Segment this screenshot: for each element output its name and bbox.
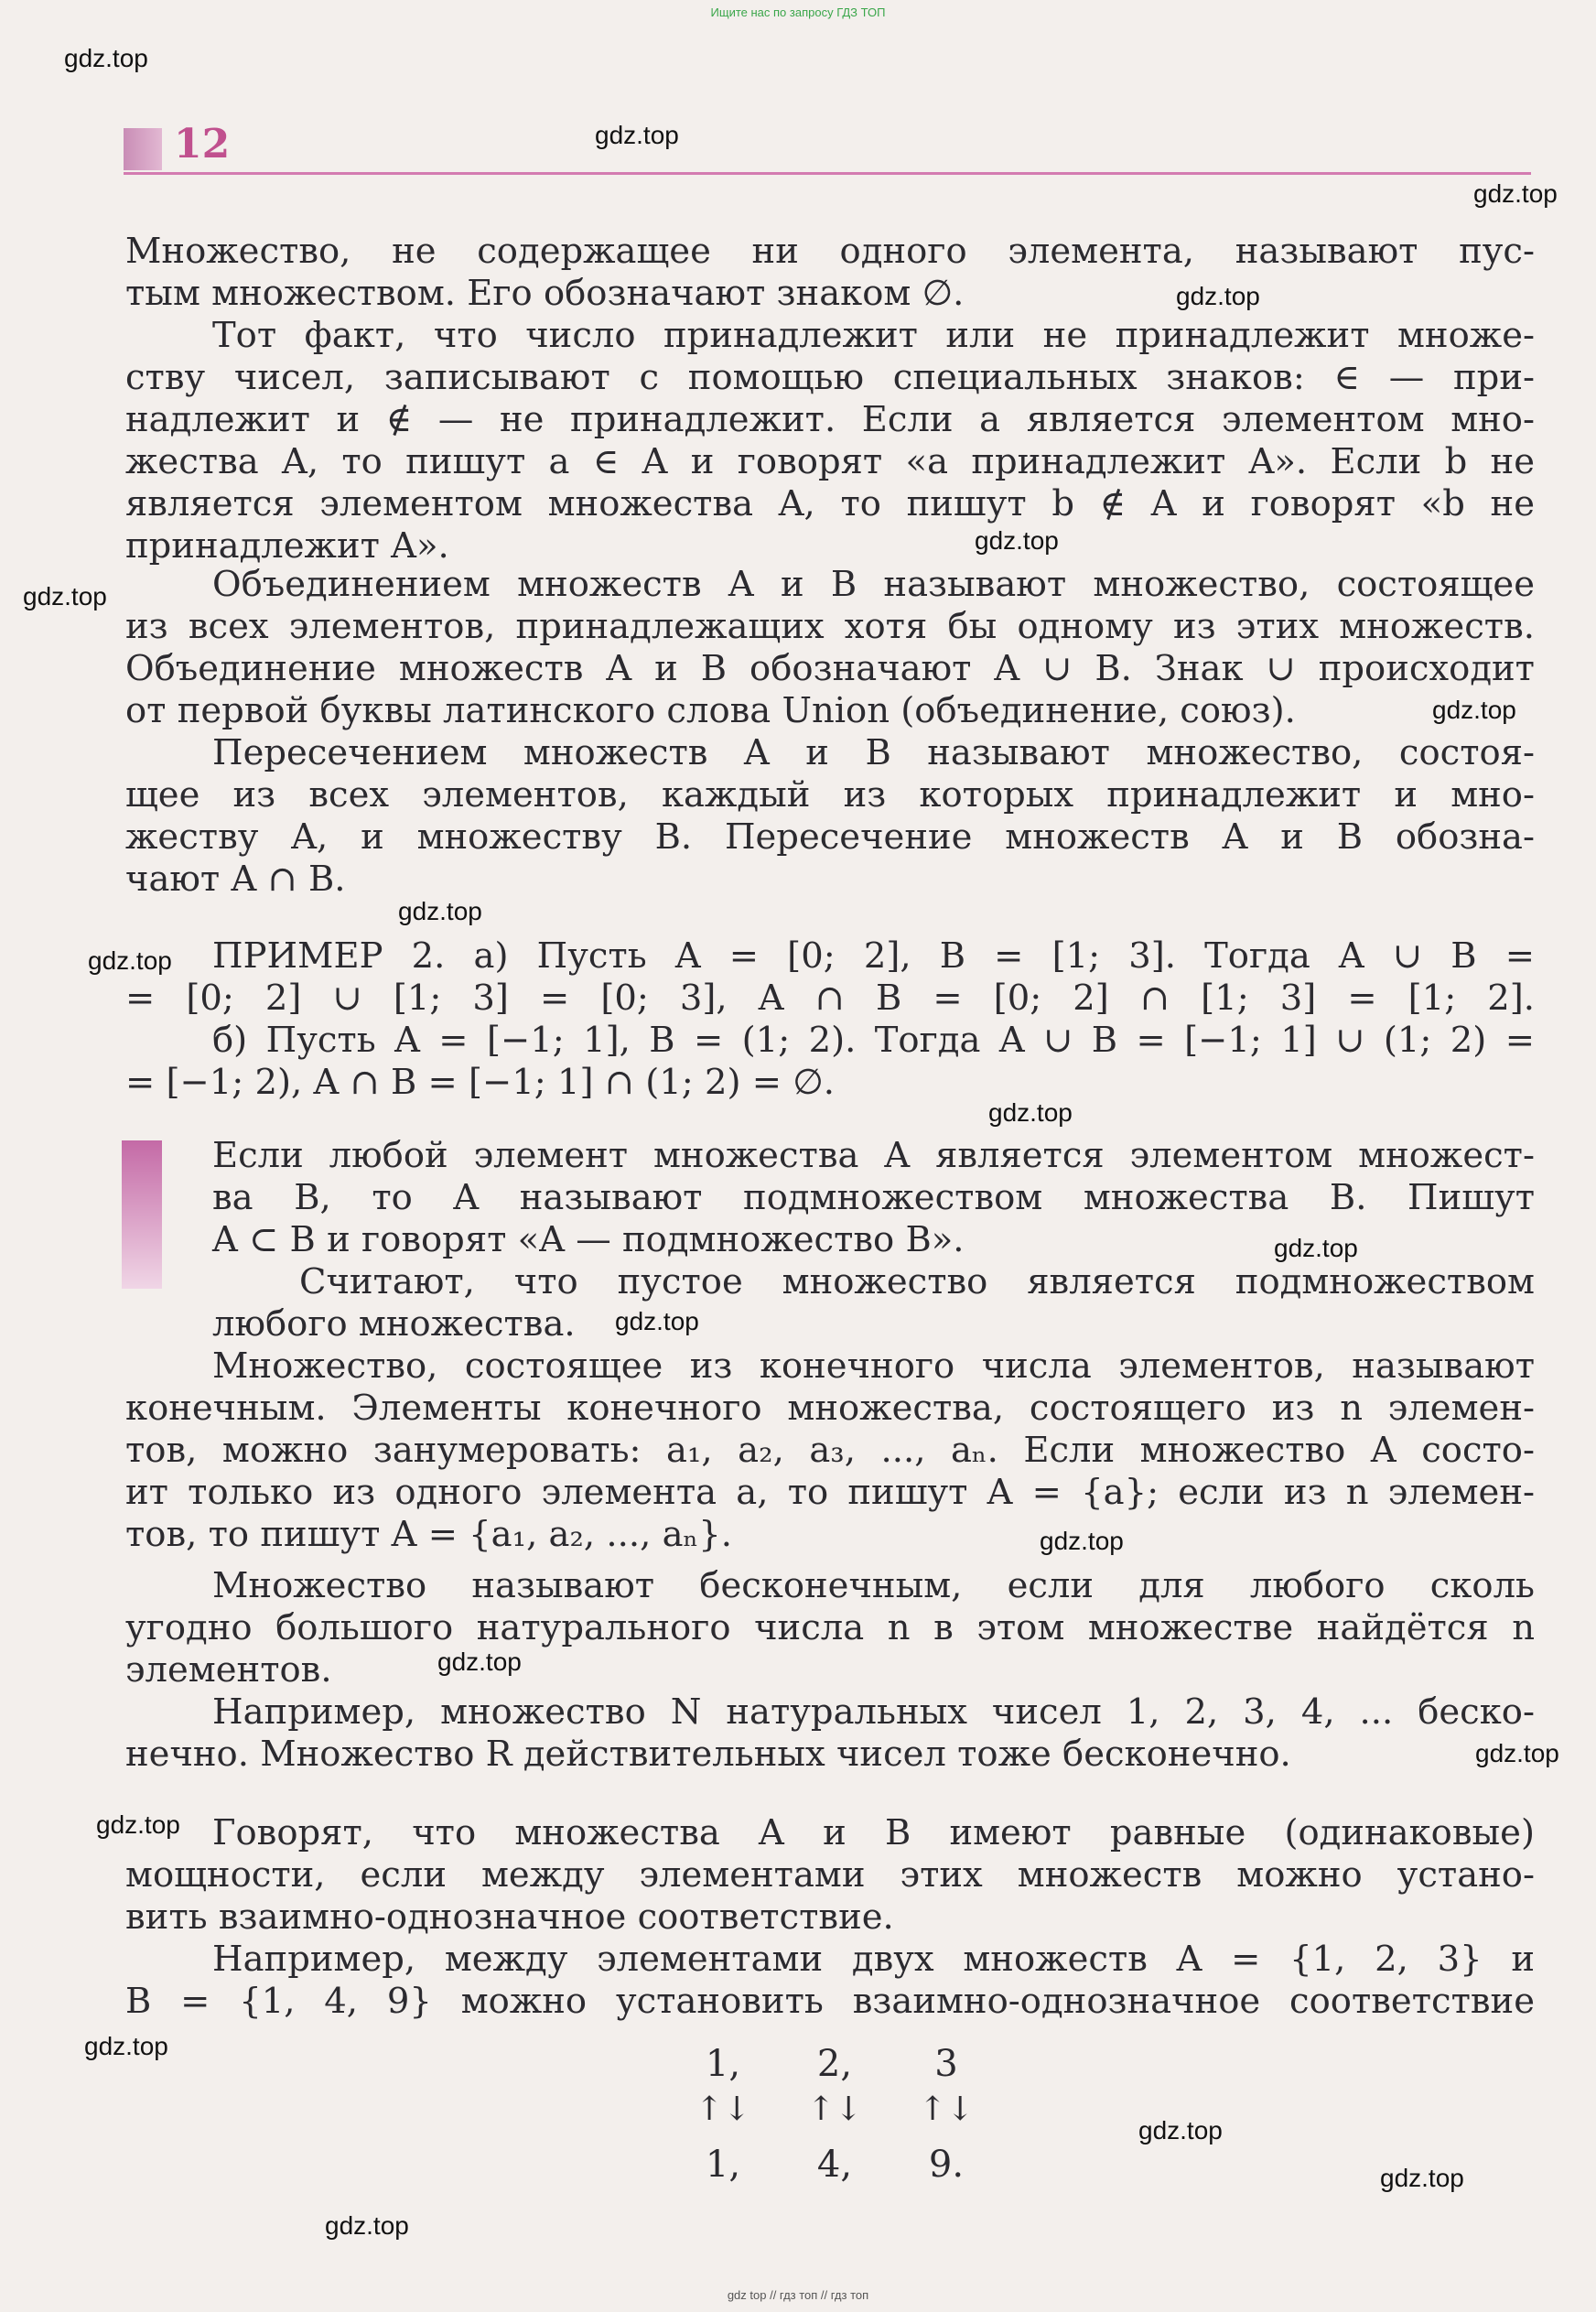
text-line: чают A ∩ B. bbox=[125, 859, 346, 900]
text-line: Множество, не содержащее ни одного элемента, называют пус- bbox=[125, 231, 1535, 272]
text-line: = [−1; 2), A ∩ B = [−1; 1] ∩ (1; 2) = ∅. bbox=[125, 1062, 836, 1103]
text-line: Пересечением множеств A и B называют множество, состоя- bbox=[212, 732, 1535, 773]
example-2 bbox=[125, 935, 1535, 1104]
text-line: тов, можно занумеровать: a₁, a₂, a₃, ..., aₙ. Если множество A состо- bbox=[125, 1430, 1535, 1471]
text-line: ству чисел, записывают с помощью специальных знаков: ∈ — при- bbox=[125, 357, 1535, 398]
corr-top: 2, bbox=[816, 2043, 853, 2085]
text-line: мощности, если между элементами этих множеств можно устано- bbox=[125, 1854, 1535, 1896]
paragraph-empty-set bbox=[125, 231, 1535, 315]
corr-bottom: 4, bbox=[816, 2144, 853, 2186]
watermark: gdz.top bbox=[1473, 179, 1558, 208]
watermark: gdz.top bbox=[1040, 1527, 1124, 1555]
watermark: gdz.top bbox=[1274, 1234, 1358, 1262]
text-line: Объединение множеств A и B обозначают A ∪ B. Знак ∪ происходит bbox=[125, 648, 1535, 689]
watermark: gdz.top bbox=[595, 121, 679, 149]
header-rule bbox=[124, 172, 1531, 175]
corr-arrow-icon: ↑↓ bbox=[919, 2091, 975, 2128]
text-line: тов, то пишут A = {a₁, a₂, ..., aₙ}. bbox=[125, 1514, 732, 1555]
watermark: gdz.top bbox=[1176, 282, 1260, 310]
watermark: gdz.top bbox=[975, 526, 1059, 555]
watermark: gdz.top bbox=[1475, 1739, 1559, 1767]
paragraph-cardinality bbox=[125, 1812, 1535, 2023]
text-line: принадлежит A». bbox=[125, 525, 449, 567]
text-line: B = {1, 4, 9} можно установить взаимно-однозначное соответствие bbox=[125, 1981, 1535, 2022]
text-line: Например, между элементами двух множеств A = {1, 2, 3} и bbox=[212, 1939, 1535, 1980]
header-color-block bbox=[124, 128, 162, 170]
text-line: ва B, то A называют подмножеством множества B. Пишут bbox=[212, 1177, 1535, 1218]
paragraph-intersection bbox=[125, 732, 1535, 901]
text-line: является элементом множества A, то пишут b ∉ A и говорят «b не bbox=[125, 483, 1535, 524]
watermark: gdz.top bbox=[325, 2211, 409, 2240]
text-line: Объединением множеств A и B называют множество, состоящее bbox=[212, 564, 1535, 605]
watermark: gdz.top bbox=[437, 1648, 522, 1676]
corr-arrow-icon: ↑↓ bbox=[696, 2091, 751, 2128]
top-note: Ищите нас по запросу ГДЗ ТОП bbox=[710, 5, 886, 19]
watermark: gdz.top bbox=[23, 582, 107, 610]
text-line: Если любой элемент множества A является элементом множест- bbox=[212, 1135, 1535, 1176]
text-line: из всех элементов, принадлежащих хотя бы одному из этих множеств. bbox=[125, 606, 1535, 647]
text-line: Множество называют бесконечным, если для любого сколь bbox=[212, 1565, 1535, 1606]
text-line: Тот факт, что число принадлежит или не принадлежит множе- bbox=[212, 315, 1535, 356]
text-line: от первой буквы латинского слова Union (объединение, союз). bbox=[125, 690, 1296, 731]
watermark: gdz.top bbox=[1432, 696, 1516, 724]
paragraph-union bbox=[125, 564, 1535, 732]
paragraph-membership bbox=[125, 315, 1535, 567]
watermark: gdz.top bbox=[988, 1098, 1073, 1127]
text-line: A ⊂ B и говорят «A — подмножество B». bbox=[212, 1219, 965, 1260]
paragraph-infinite bbox=[125, 1565, 1535, 1776]
corr-arrow-icon: ↑↓ bbox=[807, 2091, 863, 2128]
corr-top: 1, bbox=[705, 2043, 741, 2085]
text-line: Говорят, что множества A и B имеют равные (одинаковые) bbox=[212, 1812, 1535, 1853]
text-line: вить взаимно-однозначное соответствие. bbox=[125, 1896, 894, 1938]
text-line: щее из всех элементов, каждый из которых принадлежит и мно- bbox=[125, 774, 1535, 816]
text-line: жества A, то пишут a ∈ A и говорят «a принадлежит A». Если b не bbox=[125, 441, 1535, 482]
text-line: надлежит и ∉ — не принадлежит. Если a является элементом мно- bbox=[125, 399, 1535, 440]
corr-top: 3 bbox=[934, 2043, 958, 2085]
watermark: gdz.top bbox=[1138, 2116, 1223, 2145]
text-line: элементов. bbox=[125, 1649, 332, 1691]
text-line: б) Пусть A = [−1; 1], B = (1; 2). Тогда A ∪ B = [−1; 1] ∪ (1; 2) = bbox=[212, 1020, 1535, 1061]
corr-bottom: 1, bbox=[705, 2144, 741, 2186]
paragraph-finite bbox=[125, 1345, 1535, 1556]
watermark: gdz.top bbox=[615, 1307, 699, 1335]
watermark: gdz.top bbox=[398, 897, 482, 925]
watermark: gdz.top bbox=[88, 946, 172, 975]
text-line: ит только из одного элемента a, то пишут A = {a}; если из n элемен- bbox=[125, 1472, 1535, 1513]
text-line: Считают, что пустое множество является подмножеством bbox=[299, 1261, 1535, 1302]
corr-bottom: 9. bbox=[928, 2144, 965, 2186]
watermark: gdz.top bbox=[96, 1810, 180, 1839]
watermark: gdz.top bbox=[1380, 2164, 1464, 2192]
text-line: нечно. Множество R действительных чисел тоже бесконечно. bbox=[125, 1734, 1291, 1775]
text-line: Например, множество N натуральных чисел 1, 2, 3, 4, ... беско- bbox=[212, 1691, 1535, 1733]
text-line: жеству A, и множеству B. Пересечение множеств A и B обозна- bbox=[125, 816, 1535, 858]
correspondence-diagram bbox=[696, 2043, 1062, 2189]
page-number: 12 bbox=[174, 121, 231, 167]
watermark: gdz.top bbox=[64, 44, 148, 72]
text-line: = [0; 2] ∪ [1; 3] = [0; 3], A ∩ B = [0; 2] ∩ [1; 3] = [1; 2]. bbox=[125, 978, 1535, 1019]
text-line: тым множеством. Его обозначают знаком ∅. bbox=[125, 273, 965, 314]
text-line: конечным. Элементы конечного множества, состоящего из n элемен- bbox=[125, 1388, 1535, 1429]
text-line: Множество, состоящее из конечного числа элементов, называют bbox=[212, 1345, 1535, 1387]
bottom-note: gdz top // гдз топ // гдз топ bbox=[727, 2288, 869, 2302]
text-line: ПРИМЕР 2. а) Пусть A = [0; 2], B = [1; 3]. Тогда A ∪ B = bbox=[212, 935, 1535, 977]
text-line: любого множества. bbox=[212, 1303, 576, 1345]
text-line: угодно большого натурального числа n в этом множестве найдётся n bbox=[125, 1607, 1535, 1648]
watermark: gdz.top bbox=[84, 2032, 168, 2060]
